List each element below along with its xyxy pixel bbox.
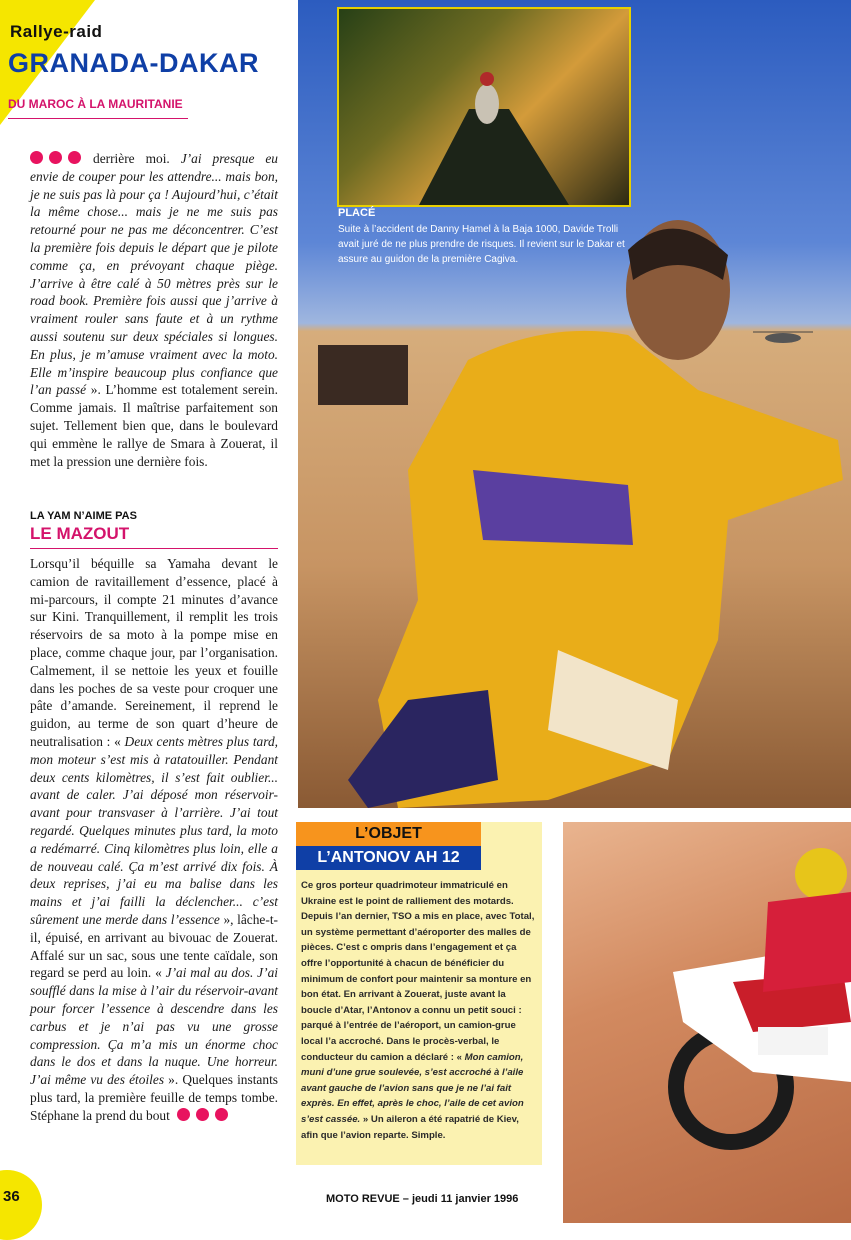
photo-caption: Suite à l’accident de Danny Hamel à la Baja 1000, Davide Trolli avait juré de ne plus prendre de risques. Il revient sur le Dakar et assure au guidon de la première Cagiva.	[338, 224, 625, 265]
article-quote: J’ai presque eu envie de couper pour les attendre... mais bon, je ne suis pas là pour ça ! Aujourd’hui, c’était la même chose... mais je ne me suis pas retourné pour ne pas me déconcentrer. C’est la première fois depuis le départ que je pilote comme ça, en prévoyant chaque piège. J’arrive à être calé à 50 mètres près sur le road book. Première fois aussi que j’arrive à vraiment rouler sans faute et à un rythme aussi soutenu sur deux spéciales si longues. En plus, je m’amuse vraiment avec la moto. Elle m’inspire beaucoup plus confiance que l’an passé	[30, 151, 278, 398]
inset-rider-illustration	[339, 9, 629, 205]
box-text: » Un aileron a été rapatrié de Kiev, afin que l’avion reparte. Simple.	[301, 1113, 519, 1141]
subsection-title: LE MAZOUT	[30, 524, 130, 543]
box-body	[301, 878, 537, 1143]
page-number: 36	[3, 1188, 20, 1205]
page-number-badge	[0, 1170, 42, 1240]
article-paragraph-2	[30, 555, 278, 1125]
bullet-dots-end-icon	[173, 1108, 234, 1123]
publication-footer: MOTO REVUE – jeudi 11 janvier 1996	[326, 1193, 519, 1205]
subsection-kicker: LA YAM N’AIME PAS	[30, 510, 137, 522]
inset-river-photo	[337, 7, 631, 207]
page-subtitle: DU MAROC À LA MAURITANIE	[8, 97, 183, 111]
box-title: L’ANTONOV AH 12	[296, 846, 481, 870]
bullet-dots-icon	[30, 150, 87, 168]
article-text: ». L’homme est totalement serein. Comme jamais. Il maîtrise parfaitement son sujet. Tellement bien que, dans le boulevard qui emmène le rallye de Smara à Zouerat, il met la pression une dernière fois.	[30, 382, 278, 469]
article-paragraph-1	[30, 150, 278, 470]
page-title: GRANADA-DAKAR	[8, 48, 259, 78]
article-text: derrière moi.	[93, 151, 181, 166]
subsection-rule	[30, 548, 278, 549]
article-quote: Deux cents mètres plus tard, mon moteur s’est mis à ratatouiller. Pendant deux cents kilomètres, il s’est fait oublier... avant de caler. J’ai déposé mon réservoir-avant pour transvaser à l’arrière. J’ai tout regardé. Quelques minutes plus tard, la moto a redémarré. Cinq kilomètres plus loin, elle a de nouveau calé. Ça m’est arrivé dix fois. À deux reprises, j’ai eu ma balise dans les mains et j’ai failli la déclencher... c’est sûrement une merde dans l’essence	[30, 733, 278, 927]
box-quote: Mon camion, muni d’une grue soulevée, s’est accroché à l’aile avant gauche de l’avion sans que je ne l’ai fait exprès. En effet, après le choc, l’aile de cet avion s’est cassée.	[301, 1051, 524, 1125]
rider-motorcycle-photo	[563, 822, 851, 1223]
photo-caption-title: PLACÉ	[338, 207, 376, 219]
article-text: », lâche-t-il, épuisé, en arrivant au bivouac de Zouerat. Affalé sur un sac, sous une tente caïdale, son regard se perd au loin. «	[30, 911, 279, 981]
box-text: Ce gros porteur quadrimoteur immatriculé en Ukraine est le point de ralliement des motards. Depuis l’an dernier, TSO a mis en place, avec Total, un système permettant d’aéroporter des malles de pièces. C’est c ompris dans l’engagement et ça offre l’opportunité à chacun de bénéficier du minimum de confort pour maintenir sa monture en bon état. En arrivant à Zouerat, juste avant la boucle d’Atar, l’Antonov a connu un petit souci : parqué à l’entrée de l’aéroport, un camion-grue local l’a accroché. Dans le procès-verbal, le conducteur du camion a déclaré : «	[301, 880, 535, 1063]
motorcycle-illustration	[563, 822, 851, 1223]
section-kicker: Rallye-raid	[10, 22, 103, 41]
subtitle-rule	[8, 118, 188, 119]
article-text: ». Quelques instants plus tard, la première feuille de temps tombe. Stéphane la prend du bout	[30, 1072, 278, 1123]
article-quote: J’ai mal au dos. J’ai soufflé dans la mise à l’air du réservoir-avant pour forcer l’essence à descendre dans les carbus et je n’ai pas vu une grosse compression. Ça m’a mis un énorme choc dans le dos et dans la nuque. Une horreur. J’ai même vu des étoiles	[30, 965, 278, 1088]
article-text: Lorsqu’il béquille sa Yamaha devant le camion de ravitaillement d’essence, placé à mi-parcours, il compte 21 minutes d’avance sur Kini. Tranquillement, il remplit les trois réservoirs de sa moto à la pompe mise en place, comme chaque jour, par l’organisation. Calmement, il se nettoie les yeux et fouille dans les poches de sa veste pour croquer une pâte d’amande. Sereinement, il reprend le guidon, au terme de son quart d’heure de neutralisation : «	[30, 556, 278, 749]
rider-kneeling-photo	[298, 0, 851, 808]
box-kicker: L’OBJET	[296, 822, 481, 846]
